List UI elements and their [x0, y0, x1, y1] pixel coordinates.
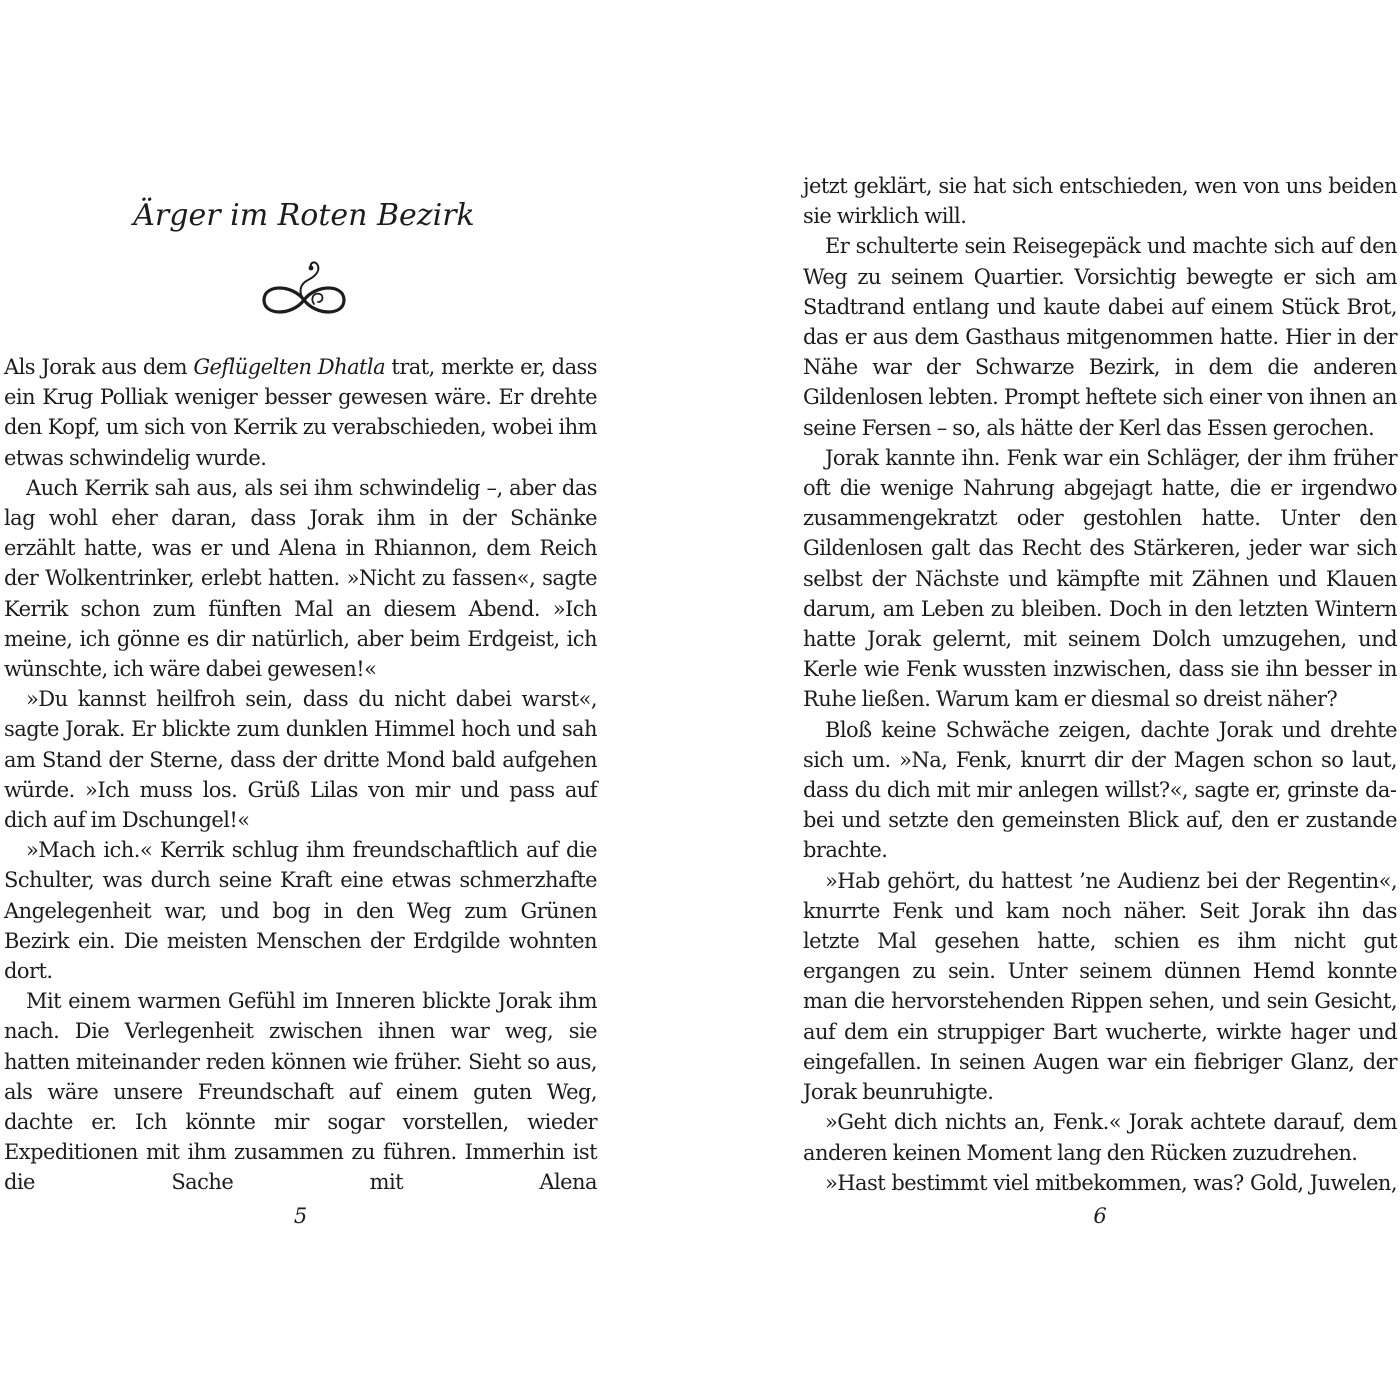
- page-number: 5: [293, 1204, 308, 1228]
- right-page-body: [803, 171, 1397, 1198]
- inn-name: Geflügelten Dhatla: [193, 355, 386, 379]
- chapter-title: Ärger im Roten Bezirk: [133, 198, 475, 233]
- paragraph: »Hab gehört, du hattest ’ne Audienz bei der Regentin«, knurrte Fenk und kam noch näher. Seit Jorak ihn das letzte Mal gesehen hatte, schien es ihm nicht gut ergangen zu sein. Unter seinem dünnen Hemd konnte man die hervorstehenden Rippen sehen, und sein Gesicht, auf dem ein struppiger Bart wucherte, wirkte hager und eingefallen. In seinen Augen war ein fiebriger Glanz, der Jorak beunruhigte.: [803, 868, 1397, 1105]
- right-page: [803, 0, 1397, 1400]
- paragraph: Auch Kerrik sah aus, als sei ihm schwindelig –, aber das lag wohl eher daran, dass Jorak ihm in der Schänke erzählt hatte, was er und Alena in Rhiannon, dem Reich der Wolkentrinker, erlebt hatten. »Nicht zu fassen«, sagte Kerrik schon zum fünften Mal an diesem Abend. »Ich meine, ich gönne es dir natürlich, aber beim Erdgeist, ich wünschte, ich wäre dabei gewesen!«: [4, 475, 597, 682]
- left-page: [4, 0, 597, 1400]
- left-page-body: [4, 352, 597, 1198]
- paragraph: »Mach ich.« Kerrik schlug ihm freundschaftlich auf die Schulter, was durch seine Kraft eine etwas schmerzhafte Angelegenheit war, und bog in den Weg zum Grünen Bezirk ein. Die meisten Menschen der Erdgilde wohnten dort.: [4, 838, 597, 984]
- paragraph: Jorak kannte ihn. Fenk war ein Schläger, der ihm früher oft die wenige Nahrung abgejagt hatte, die er irgendwo zusammengekratzt oder gestohlen hatte. Unter den Gildenlosen galt das Recht des Stärkeren, jeder war sich selbst der Nächste und kämpfte mit Zähnen und Klauen darum, am Leben zu bleiben. Doch in den letzten Wintern hatte Jorak gelernt, mit seinem Dolch umzugehen, und Kerle wie Fenk wussten inzwischen, dass sie ihn besser in Ruhe ließen. Warum kam er diesmal so dreist näher?: [803, 445, 1397, 712]
- paragraph: »Du kannst heilfroh sein, dass du nicht dabei warst«, sagte Jorak. Er blickte zum dunklen Himmel hoch und sah am Stand der Sterne, dass der dritte Mond bald aufgehen würde. »Ich muss los. Grüß Lilas von mir und pass auf dich auf im Dschungel!«: [4, 687, 597, 833]
- paragraph: »Geht dich nichts an, Fenk.« Jorak achtete darauf, dem anderen keinen Moment lang den Rücken zuzudrehen.: [803, 1110, 1397, 1165]
- paragraph: Bloß keine Schwäche zeigen, dachte Jorak und drehte sich um. »Na, Fenk, knurrt dir der Magen schon so laut, dass du dich mit mir anlegen willst?«, sagte er, grinste dabei und setzte den gemeinsten Blick auf, den er zustande brachte.: [803, 717, 1397, 863]
- paragraph: [4, 352, 597, 473]
- paragraph: Er schulterte sein Reisegepäck und machte sich auf den Weg zu seinem Quartier. Vorsichtig bewegte er sich am Stadtrand entlang und kaute dabei auf einem Stück Brot, das er aus dem Gasthaus mitgenommen hatte. Hier in der Nähe war der Schwarze Bezirk, in dem die anderen Gildenlosen lebten. Prompt heftete sich einer von ihnen an seine Fersen – so, als hätte der Kerl das Essen gerochen.: [803, 234, 1397, 440]
- flourish-ornament-icon: [254, 254, 354, 324]
- page-number: 6: [1093, 1204, 1107, 1228]
- paragraph-text: Als Jorak aus dem: [4, 355, 194, 379]
- paragraph: Mit einem warmen Gefühl im Inneren blickte Jorak ihm nach. Die Verlegenheit zwischen ihnen war weg, sie hatten miteinander reden können wie früher. Sieht so aus, als wäre unsere Freundschaft auf einem guten Weg, dachte er. Ich könnte mir sogar vorstellen, wieder Expeditionen mit ihm zusammen zu führen. Immerhin ist die Sache mit Alena: [4, 989, 597, 1195]
- paragraph: »Hast bestimmt viel mitbekommen, was? Gold, Juwelen,: [825, 1170, 1397, 1195]
- paragraph-text: trat, merkte er, dass ein Krug Polliak weniger besser gewesen wäre. Er drehte den Kopf, um sich von Kerrik zu verabschieden, wobei ihm etwas schwindelig wurde.: [4, 355, 598, 470]
- paragraph: jetzt geklärt, sie hat sich entschieden, wen von uns beiden sie wirklich will.: [803, 174, 1397, 229]
